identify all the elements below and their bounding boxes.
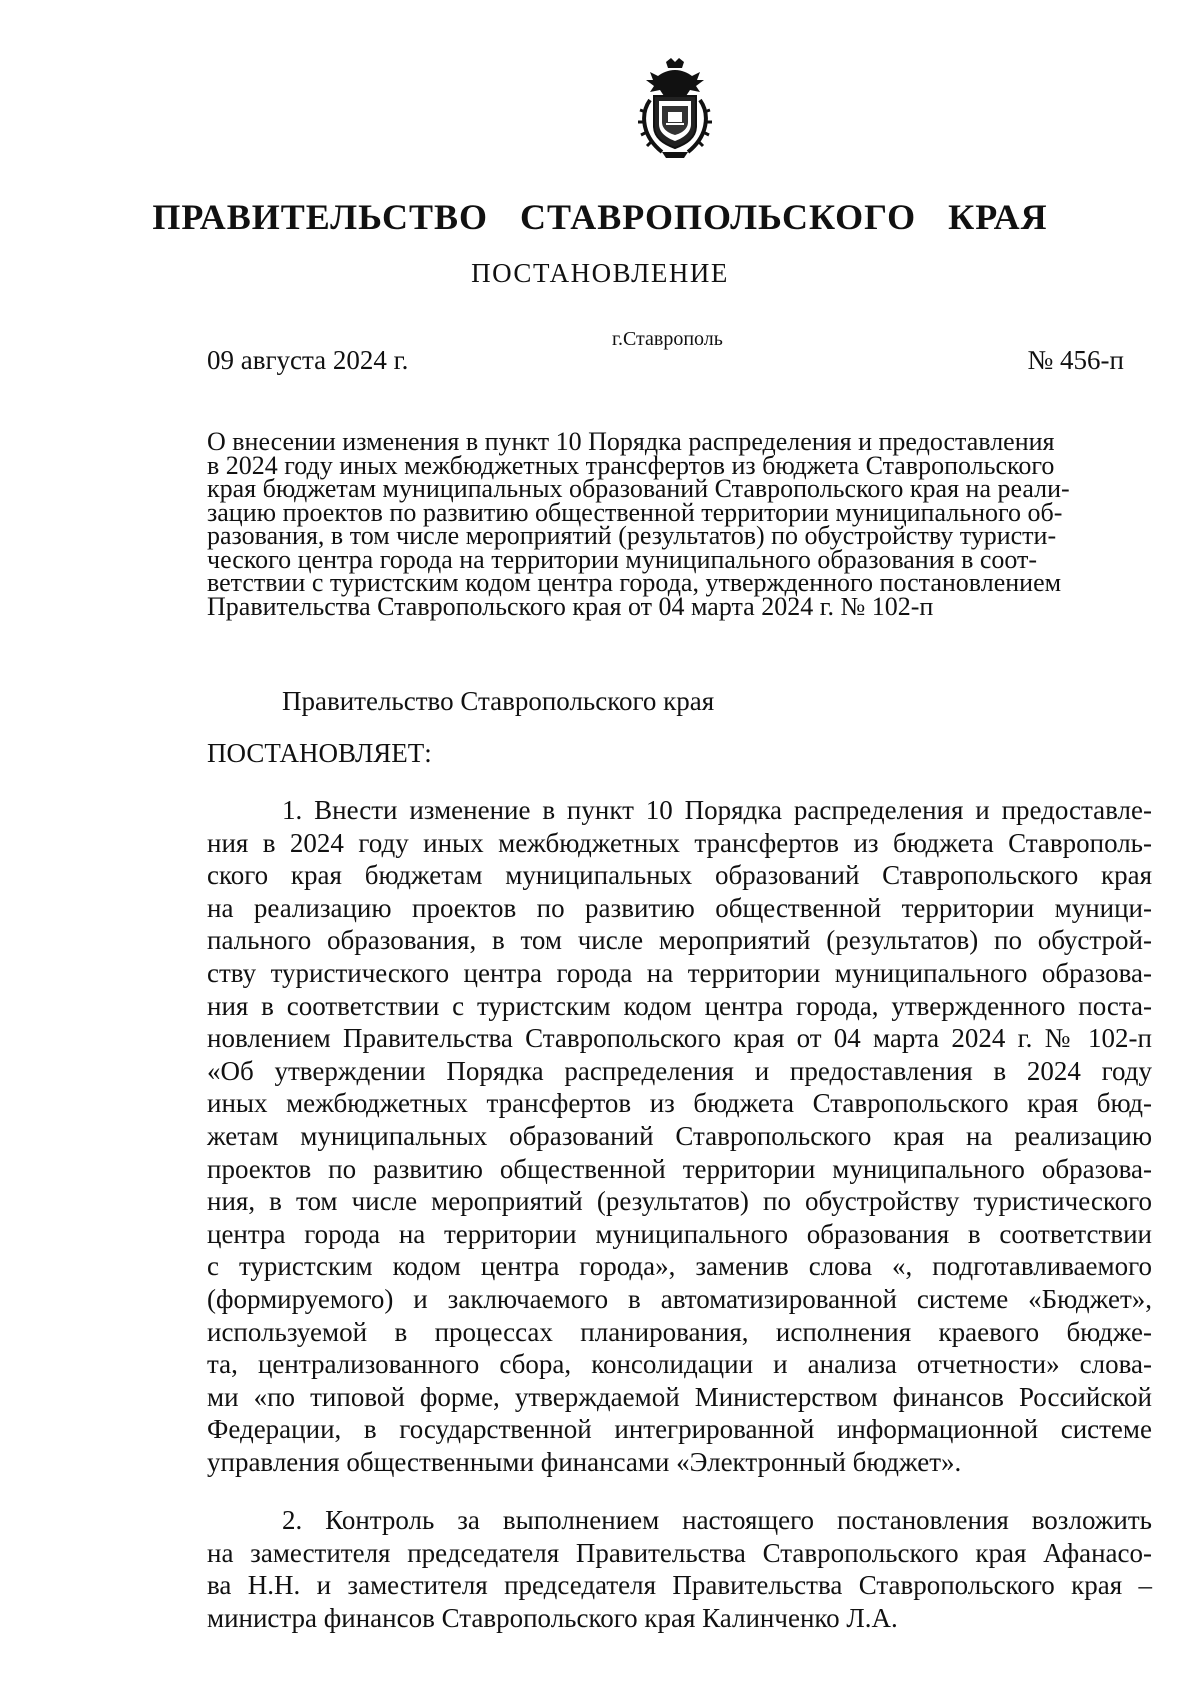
- paragraph-line: ния в 2024 году иных межбюджетных трансфертов из бюджета Ставрополь-: [207, 827, 1152, 858]
- paragraph-line: Федерации, в государственной интегрированной информационной системе: [207, 1414, 1152, 1445]
- paragraph-line: на заместителя председателя Правительства Ставропольского края Афанасо-: [207, 1537, 1152, 1568]
- paragraph-line: новлением Правительства Ставропольского края от 04 марта 2024 г. № 102-п: [207, 1023, 1152, 1054]
- paragraph-line: иных межбюджетных трансфертов из бюджета Ставропольского края бюд-: [207, 1088, 1152, 1119]
- paragraph-line: ми «по типовой форме, утверждаемой Министерством финансов Российской: [207, 1381, 1152, 1412]
- paragraph-2: [207, 1504, 1152, 1634]
- paragraph-line: проектов по развитию общественной территории муниципального образова-: [207, 1153, 1152, 1184]
- paragraph-line: центра города на территории муниципального образования в соответствии: [207, 1218, 1152, 1249]
- paragraph-line: ния, в том числе мероприятий (результатов) по обустройству туристического: [207, 1186, 1152, 1217]
- paragraph-line: 2. Контроль за выполнением настоящего постановления возложить: [282, 1505, 1152, 1535]
- paragraph-line: с туристским кодом центра города», заменив слова «, подготавливаемого: [207, 1251, 1152, 1282]
- document-number: № 456-п: [1027, 345, 1124, 375]
- paragraph-line: ству туристического центра города на территории муниципального образова-: [207, 957, 1152, 988]
- subject-line: ветствии с туристским кодом центра города, утвержденного постановлением: [207, 568, 1062, 597]
- paragraph-line: пального образования, в том числе мероприятий (результатов) по обустрой-: [207, 925, 1152, 956]
- paragraph-line: на реализацию проектов по развитию общественной территории муници-: [207, 892, 1152, 923]
- paragraph-line: министра финансов Ставропольского края Калинченко Л.А.: [207, 1602, 898, 1633]
- subject-line: зацию проектов по развитию общественной территории муниципального об-: [207, 497, 1063, 527]
- city: г.Ставрополь: [612, 328, 723, 350]
- subject-line: Правительства Ставропольского края от 04 марта 2024 г. № 102-п: [207, 591, 934, 621]
- paragraph-line: ва Н.Н. и заместителя председателя Правительства Ставропольского края –: [207, 1570, 1152, 1601]
- coat-of-arms-icon: [628, 56, 722, 160]
- subject-line: О внесении изменения в пункт 10 Порядка распределения и предоставления: [207, 427, 1055, 456]
- decree-word: ПОСТАНОВЛЯЕТ:: [207, 738, 432, 768]
- issuer-line: Правительство Ставропольского края: [282, 686, 715, 716]
- subject-line: ческого центра города на территории муниципального образования в соот-: [207, 544, 1038, 574]
- subject-line: в 2024 году иных межбюджетных трансфертов из бюджета Ставропольского: [207, 450, 1055, 480]
- paragraph-line: 1. Внести изменение в пункт 10 Порядка распределения и предоставле-: [282, 795, 1152, 825]
- paragraph-line: ского края бюджетам муниципальных образований Ставропольского края: [207, 860, 1152, 891]
- subject-line: разования, в том числе мероприятий (результатов) по обустройству туристи-: [207, 521, 1057, 550]
- paragraph-line: (формируемого) и заключаемого в автоматизированной системе «Бюджет»,: [207, 1283, 1152, 1314]
- document-type: ПОСТАНОВЛЕНИЕ: [471, 258, 729, 288]
- government-title: ПРАВИТЕЛЬСТВО СТАВРОПОЛЬСКОГО КРАЯ: [152, 197, 1048, 237]
- paragraph-line: ния в соответствии с туристским кодом центра города, утвержденного поста-: [207, 990, 1152, 1021]
- document-date: 09 августа 2024 г.: [207, 345, 409, 375]
- paragraph-line: «Об утверждении Порядка распределения и предоставления в 2024 году: [207, 1055, 1152, 1086]
- paragraph-line: та, централизованного сбора, консолидации и анализа отчетности» слова-: [207, 1349, 1152, 1380]
- paragraph-line: используемой в процессах планирования, исполнения краевого бюдже-: [207, 1316, 1152, 1347]
- paragraph-line: жетам муниципальных образований Ставропольского края на реализацию: [207, 1120, 1152, 1151]
- paragraph-line: управления общественными финансами «Электронный бюджет».: [207, 1446, 962, 1477]
- document-subject: [207, 427, 1152, 621]
- subject-line: края бюджетам муниципальных образований Ставропольского края на реали-: [207, 474, 1070, 503]
- paragraph-1: [207, 794, 1152, 1478]
